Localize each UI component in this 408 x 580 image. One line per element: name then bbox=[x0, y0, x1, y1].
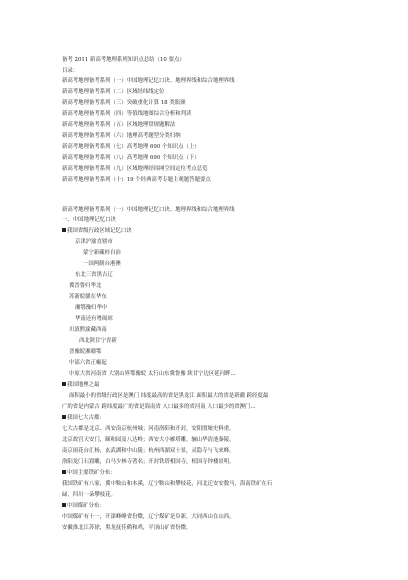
iron-line: 我国铁矿有八家，冀中鞍山和本溪，辽宁鞍山和攀枝花，河北迁安安数马，海南铁矿在石 bbox=[62, 481, 273, 487]
bullet-icon bbox=[62, 470, 66, 474]
coal-line: 中国煤矿有十一，开滦峰峰省份微，辽宁煤矿是阜新，大同西山在山西， bbox=[62, 514, 235, 520]
bullet-heading bbox=[62, 228, 132, 234]
bullet-icon bbox=[62, 503, 66, 507]
capital-line: 北京故宫天安门，颐和园及八达岭；西安大小雁塔雕，骊山华清池秦陵。 bbox=[62, 437, 235, 443]
poem-line: 华南还有粤闽琼 bbox=[75, 316, 113, 322]
bullet-icon bbox=[62, 382, 66, 386]
bullet-heading-text: 我国七大古都： bbox=[67, 415, 105, 421]
poem-line: 京津沪渝直辖市 bbox=[75, 239, 113, 245]
poem-line: 西北陕甘宁青新 bbox=[79, 338, 117, 344]
toc-item: 新高考地理备考系列（六）地理高考题型分类归纳 bbox=[62, 133, 181, 139]
top-line: 广的省是内蒙古 跨纬度最广的省是海南省 人口最多的省河南 人口最少的省澳门... bbox=[62, 404, 256, 410]
toc-item: 新高考地理备考系列（十）19 个经典高考专题主观题答题要点 bbox=[62, 177, 211, 183]
toc-item: 新高考地理备考系列（一）中国地理记忆口诀、地理界线和综合地理界线 bbox=[62, 78, 235, 84]
poem-line: 一国两制台港澳 bbox=[83, 261, 121, 267]
toc-item: 新高考地理备考系列（九）区域地理经纬网空间定位考点总览 bbox=[62, 166, 208, 172]
poem-line: 冀晋鲁归华北 bbox=[69, 283, 102, 289]
bullet-heading-text: 我国地理之最 bbox=[67, 382, 100, 388]
bullet-heading bbox=[62, 415, 105, 421]
toc-item: 新高考地理备考系列（四）等值线地图综合分析和判读 bbox=[62, 111, 192, 117]
toc-label: 目录： bbox=[62, 68, 79, 74]
toc-item: 新高考地理备考系列（八）高考地理 690 个知识点（下） bbox=[62, 155, 200, 161]
section-title: 新高考地理备考系列（一）中国地理记忆口诀、地理界线和综合地理界线 bbox=[62, 207, 235, 213]
top-line: 面积最小的省级行政区是澳门 纬度最高的省是黑龙江 面积最大的省是新疆 跨经度最 bbox=[69, 393, 269, 399]
toc-item: 新高考地理备考系列（五）区域地理常规题解法 bbox=[62, 122, 176, 128]
capital-line: 南京雨花台汇杨，玄武湖和中山陵；杭州西湖双十景，灵隐寺与飞来峰。 bbox=[62, 448, 235, 454]
toc-item: 新高考地理备考系列（三）突破重化计算 18 类瓶颈 bbox=[62, 100, 186, 106]
capital-line: 洛阳龙门石窟雕，白马少林寺著名；开封铁塔相国寺，相国寺钟楼景明。 bbox=[62, 459, 235, 465]
province-extra-line: 中部六省正崛起 bbox=[69, 360, 107, 366]
coal-line: 安徽淮北江苏徐，黑龙抚佳鹤和鸡，平顶山矿省份微。 bbox=[62, 525, 192, 531]
bullet-heading-text: 中国煤矿分布： bbox=[67, 503, 105, 509]
bullet-heading bbox=[62, 503, 105, 509]
bullet-icon bbox=[62, 415, 66, 419]
iron-line: 碌，四川一朵攀枝花。 bbox=[62, 492, 116, 498]
bullet-icon bbox=[62, 228, 66, 232]
poem-line: 川滇黔渝藏西南 bbox=[69, 327, 107, 333]
doc-title: 备考 2011 新高考地理系列知识点总结（10 要点） bbox=[62, 57, 185, 63]
bullet-heading-text: 我国省级行政区域记忆口诀 bbox=[67, 228, 132, 234]
bullet-heading-text: 中国主要铁矿分布： bbox=[67, 470, 116, 476]
poem-line: 苏浙皖赣在华东 bbox=[69, 294, 107, 300]
toc-item: 新高考地理备考系列（七）高考地理 690 个知识点（上） bbox=[62, 144, 200, 150]
province-extra-line: 中原大省河南省 大别山界鄂豫皖 太行山东冀鲁豫 陕甘宁边区延河畔... bbox=[69, 371, 236, 377]
toc-item: 新高考地理备考系列（二）区域经纬线定位 bbox=[62, 89, 165, 95]
bullet-heading bbox=[62, 470, 116, 476]
poem-line: 蒙宁新藏桂自治 bbox=[83, 250, 121, 256]
bullet-heading bbox=[62, 382, 99, 388]
capital-line: 七大古都是北京、西安南京杭州城；河南洛阳和开封，安阳殷墟史料重。 bbox=[62, 426, 235, 432]
section-subtitle: 一、中国地理记忆口诀 bbox=[62, 217, 116, 223]
poem-line: 东北三省黑吉辽 bbox=[75, 272, 113, 278]
poem-line: 晋豫皖湘赣鄂 bbox=[69, 349, 102, 355]
poem-line: 湘鄂豫归华中 bbox=[75, 305, 108, 311]
